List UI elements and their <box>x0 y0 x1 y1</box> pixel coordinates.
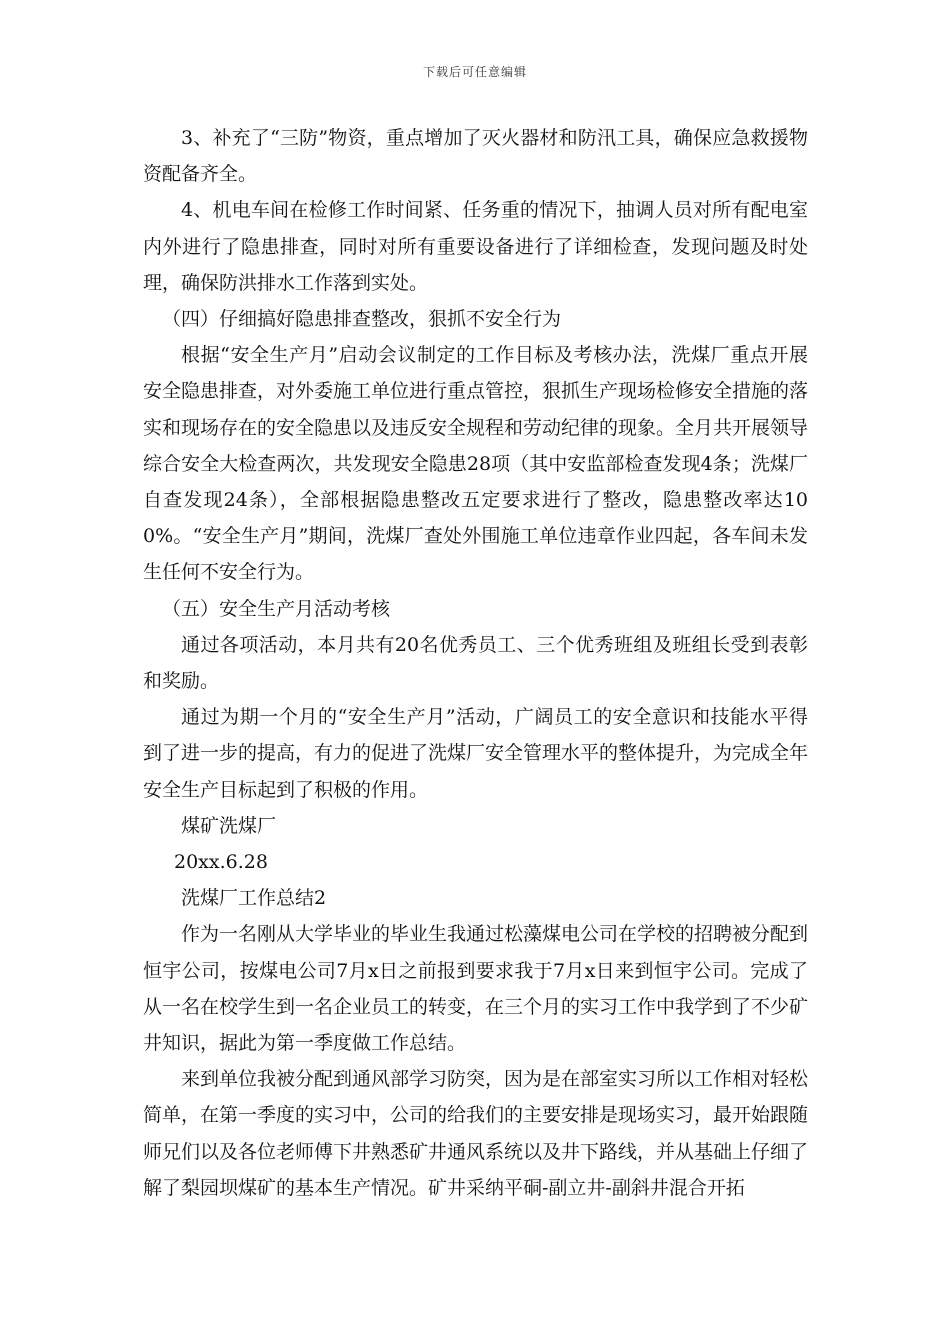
paragraph-intro: 作为一名刚从大学毕业的毕业生我通过松藻煤电公司在学校的招聘被分配到恒宇公司，按煤电公司7月x日之前报到要求我于7月x日来到恒宇公司。完成了从一名在校学生到一名企业员工的转变，在三个月的实习工作中我学到了不少矿井知识，据此为第一季度做工作总结。 <box>143 923 809 1055</box>
paragraph-item-3: 3、补充了“三防”物资，重点增加了灭火器材和防汛工具，确保应急救援物资配备齐全。 <box>143 127 808 186</box>
section-heading-5: （五）安全生产月活动考核 <box>162 597 391 620</box>
paragraph-conclusion: 通过为期一个月的“安全生产月”活动，广阔员工的安全意识和技能水平得到了进一步的提高，有力的促进了洗煤厂安全管理水平的整体提升，为完成全年安全生产目标起到了积极的作用。 <box>143 706 809 801</box>
paragraph-ventilation: 来到单位我被分配到通风部学习防突，因为是在部室实习所以工作相对轻松简单，在第一季度的实习中，公司的给我们的主要安排是现场实习，最开始跟随师兄们以及各位老师傅下井熟悉矿井通风系统以及井下路线，并从基础上仔细了解了梨园坝煤矿的基本生产情况。矿井采纳平硐-副立井-副斜井混合开拓 <box>143 1068 809 1199</box>
document-title-2: 洗煤厂工作总结2 <box>181 887 327 910</box>
signature-date: 20xx.6.28 <box>174 851 268 874</box>
paragraph-hazard-inspection: 根据“安全生产月”启动会议制定的工作目标及考核办法，洗煤厂重点开展安全隐患排查，对外委施工单位进行重点管控，狠抓生产现场检修安全措施的落实和现场存在的安全隐患以及违反安全规程和劳动纪律的现象。全月共开展领导综合安全大检查两次，共发现安全隐患28项（其中安监部检查发现4条；洗煤厂自查发现24条），全部根据隐患整改五定要求进行了整改，隐患整改率达100%。“安全生产月”期间，洗煤厂查处外围施工单位违章作业四起，各车间未发生任何不安全行为。 <box>143 344 809 584</box>
paragraph-awards: 通过各项活动，本月共有20名优秀员工、三个优秀班组及班组长受到表彰和奖励。 <box>143 633 808 693</box>
paragraph-item-4: 4、机电车间在检修工作时间紧、任务重的情况下，抽调人员对所有配电室内外进行了隐患排查，同时对所有重要设备进行了详细检查，发现问题及时处理，确保防洪排水工作落到实处。 <box>143 199 808 294</box>
signature-organization: 煤矿洗煤厂 <box>181 814 277 837</box>
section-heading-4: （四）仔细搞好隐患排查整改，狠抓不安全行为 <box>162 308 562 331</box>
document-body <box>143 120 808 1206</box>
page-header: 下载后可任意编辑 <box>422 65 527 79</box>
